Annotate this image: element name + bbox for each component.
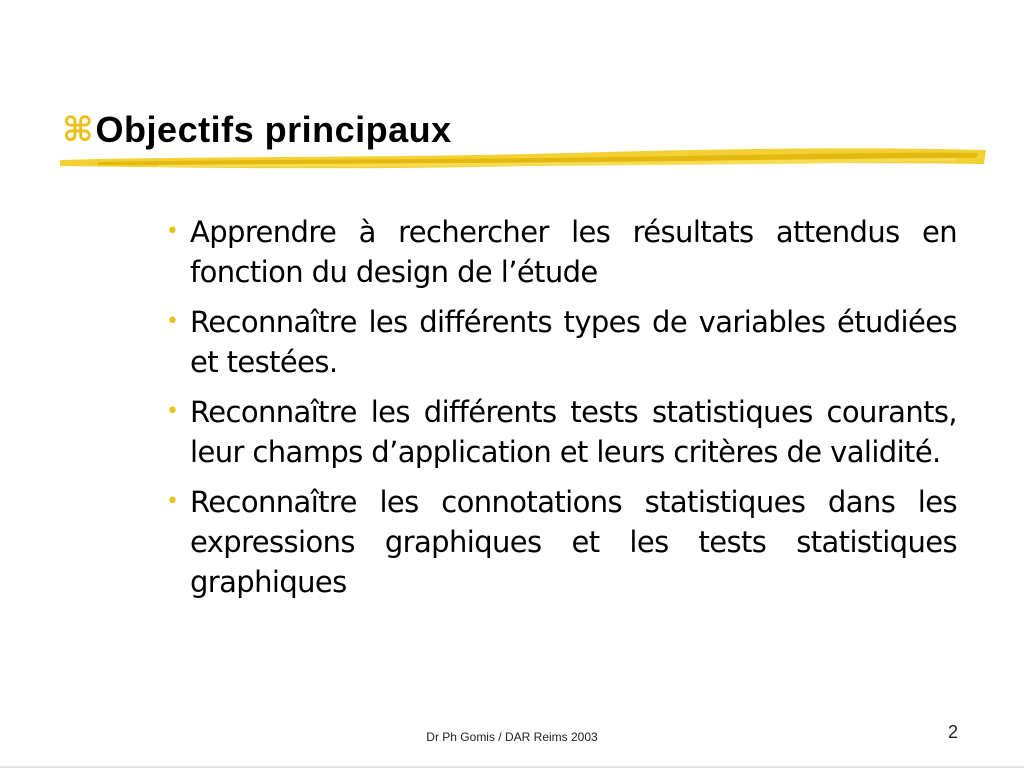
bullet-dot-icon: • [166,489,179,514]
list-item [162,392,957,472]
slide-title [62,100,452,160]
page-number: 2 [947,722,958,742]
list-item [162,212,957,292]
list-item [162,482,957,602]
list-item-text: Reconnaître les connotations statistiques dans les expressions graphiques et les tests statistiques graphiques [190,485,957,599]
bullet-dot-icon: • [166,219,179,244]
list-item-text: Reconnaître les différents tests statistiques courants, leur champs d’application et leurs critères de validité. [190,395,957,469]
objectives-list [162,212,957,612]
bullet-dot-icon: • [166,309,179,334]
list-item [162,302,957,382]
bullet-dot-icon: • [166,399,179,424]
list-item-text: Reconnaître les différents types de variables étudiées et testées. [190,305,957,379]
command-key-icon: ⌘ [62,110,94,150]
footer-text: Dr Ph Gomis / DAR Reims 2003 [426,730,598,744]
page-title: Objectifs principaux [95,109,452,150]
list-item-text: Apprendre à rechercher les résultats attendus en fonction du design de l’étude [190,215,957,289]
